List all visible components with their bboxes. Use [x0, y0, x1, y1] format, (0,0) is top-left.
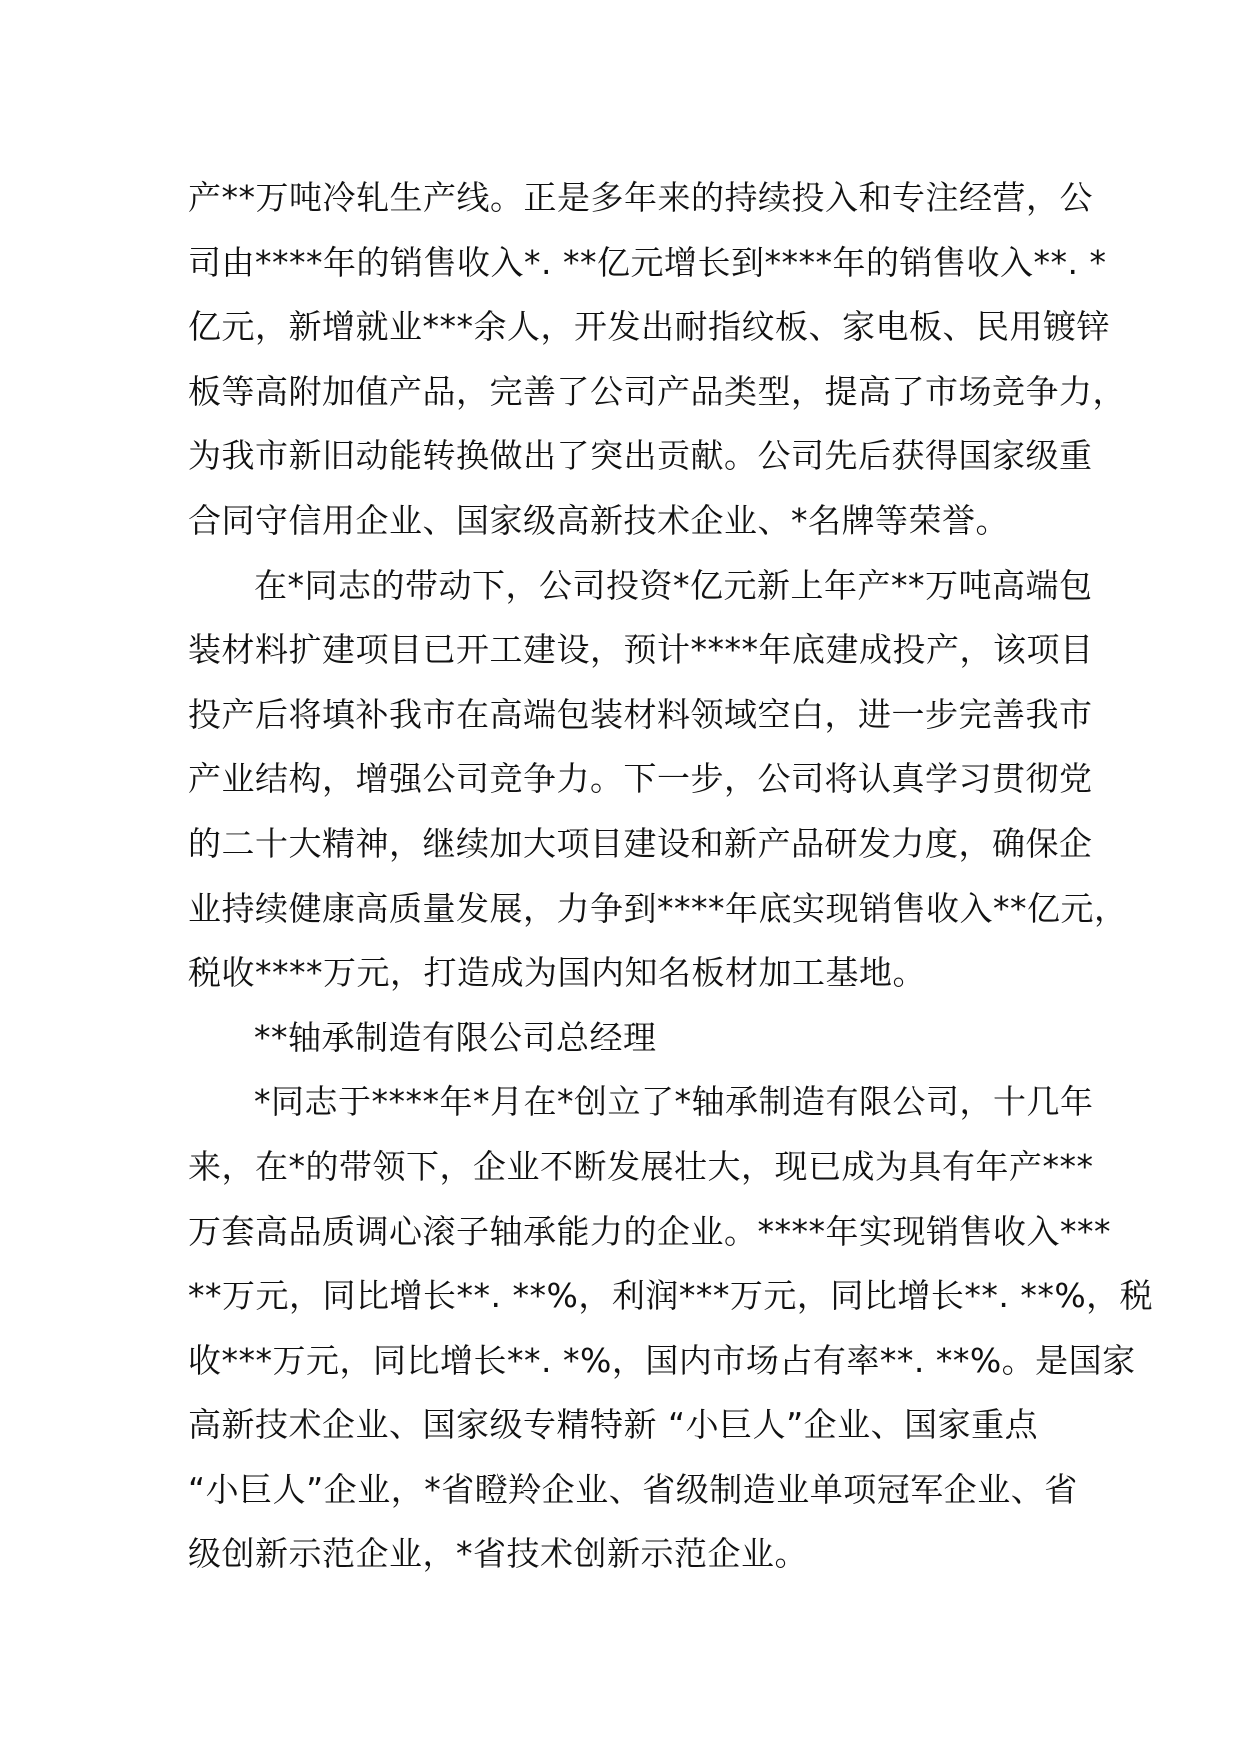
text-line: 的二十大精神，继续加大项目建设和新产品研发力度，确保企	[188, 823, 1093, 863]
text-line: 业持续健康高质量发展，力争到****年底实现销售收入**亿元，	[188, 888, 1128, 928]
text-line: 来，在*的带领下，企业不断发展壮大，现已成为具有年产***	[188, 1146, 1094, 1186]
text-line: 收***万元，同比增长**. *%，国内市场占有率**. **%。是国家	[188, 1340, 1136, 1380]
text-line: 高新技术企业、国家级专精特新 “小巨人”企业、国家重点	[188, 1405, 1039, 1445]
document-body	[188, 166, 1154, 1587]
text-line: 在*同志的带动下，公司投资*亿元新上年产**万吨高端包	[254, 565, 1093, 605]
text-line: 投产后将填补我市在高端包装材料领域空白，进一步完善我市	[188, 694, 1093, 734]
text-line: 万套高品质调心滚子轴承能力的企业。****年实现销售收入***	[188, 1211, 1111, 1251]
text-line: 级创新示范企业，*省技术创新示范企业。	[188, 1534, 808, 1574]
text-line: 亿元，新增就业***余人，开发出耐指纹板、家电板、民用镀锌	[188, 307, 1110, 347]
text-line: **万元，同比增长**. **%，利润***万元，同比增长**. **%，税	[188, 1276, 1154, 1316]
text-line: **轴承制造有限公司总经理	[254, 1017, 657, 1057]
text-line: 产业结构，增强公司竞争力。下一步，公司将认真学习贯彻党	[188, 759, 1093, 799]
text-line: 产**万吨冷轧生产线。正是多年来的持续投入和专注经营，公	[188, 178, 1093, 217]
text-line: 板等高附加值产品，完善了公司产品类型，提高了市场竞争力，	[188, 371, 1126, 411]
text-line: 装材料扩建项目已开工建设，预计****年底建成投产，该项目	[188, 630, 1094, 670]
text-line: 司由****年的销售收入*. **亿元增长到****年的销售收入**. *	[188, 242, 1107, 282]
text-line: 税收****万元，打造成为国内知名板材加工基地。	[188, 953, 926, 993]
text-line: *同志于****年*月在*创立了*轴承制造有限公司，十几年	[254, 1082, 1094, 1122]
text-line: 为我市新旧动能转换做出了突出贡献。公司先后获得国家级重	[188, 436, 1093, 476]
text-line: “小巨人”企业，*省瞪羚企业、省级制造业单项冠军企业、省	[188, 1469, 1078, 1509]
text-line: 合同守信用企业、国家级高新技术企业、*名牌等荣誉。	[188, 500, 1009, 540]
